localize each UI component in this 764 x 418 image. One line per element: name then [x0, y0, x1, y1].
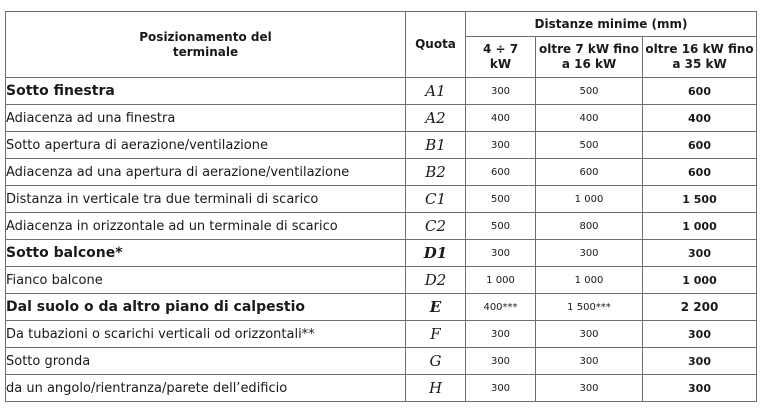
row-value-16-35kw: 300	[643, 348, 757, 375]
row-value-16-35kw: 2 200	[643, 294, 757, 321]
row-label: Distanza in verticale tra due terminali di scarico	[6, 186, 406, 213]
header-quota: Quota	[406, 12, 466, 78]
table-row	[6, 240, 757, 267]
row-value-7-16kw: 500	[536, 78, 643, 105]
distances-table	[5, 11, 757, 402]
table-row	[6, 78, 757, 105]
table-row	[6, 132, 757, 159]
row-label: Da tubazioni o scarichi verticali od orizzontali**	[6, 321, 406, 348]
row-value-16-35kw: 400	[643, 105, 757, 132]
row-label: Adiacenza ad una finestra	[6, 105, 406, 132]
row-value-16-35kw: 600	[643, 78, 757, 105]
row-value-7-16kw: 400	[536, 105, 643, 132]
row-value-16-35kw: 1 000	[643, 267, 757, 294]
row-value-4-7kw: 400***	[466, 294, 536, 321]
row-value-16-35kw: 600	[643, 132, 757, 159]
row-quota: E	[406, 294, 466, 321]
row-value-7-16kw: 1 500***	[536, 294, 643, 321]
row-value-16-35kw: 1 000	[643, 213, 757, 240]
row-quota: F	[406, 321, 466, 348]
row-value-7-16kw: 300	[536, 240, 643, 267]
table-row	[6, 105, 757, 132]
table-row	[6, 213, 757, 240]
table-row	[6, 159, 757, 186]
row-value-16-35kw: 1 500	[643, 186, 757, 213]
row-value-4-7kw: 400	[466, 105, 536, 132]
header-col-7-16kw: oltre 7 kW fino a 16 kW	[536, 37, 643, 78]
row-label: da un angolo/rientranza/parete dell’edificio	[6, 375, 406, 402]
row-quota: C2	[406, 213, 466, 240]
row-value-4-7kw: 300	[466, 78, 536, 105]
row-value-16-35kw: 300	[643, 375, 757, 402]
row-value-7-16kw: 300	[536, 321, 643, 348]
row-quota: H	[406, 375, 466, 402]
row-label: Sotto finestra	[6, 78, 406, 105]
row-quota: G	[406, 348, 466, 375]
row-value-4-7kw: 300	[466, 132, 536, 159]
row-value-4-7kw: 300	[466, 321, 536, 348]
row-value-4-7kw: 1 000	[466, 267, 536, 294]
row-value-4-7kw: 300	[466, 375, 536, 402]
row-quota: A1	[406, 78, 466, 105]
row-value-16-35kw: 300	[643, 240, 757, 267]
row-label: Dal suolo o da altro piano di calpestio	[6, 294, 406, 321]
row-value-7-16kw: 1 000	[536, 186, 643, 213]
row-label: Sotto apertura di aerazione/ventilazione	[6, 132, 406, 159]
row-quota: A2	[406, 105, 466, 132]
row-label: Adiacenza ad una apertura di aerazione/ventilazione	[6, 159, 406, 186]
row-value-4-7kw: 300	[466, 348, 536, 375]
row-quota: D1	[406, 240, 466, 267]
row-label: Adiacenza in orizzontale ad un terminale di scarico	[6, 213, 406, 240]
row-value-16-35kw: 300	[643, 321, 757, 348]
row-value-7-16kw: 1 000	[536, 267, 643, 294]
row-value-7-16kw: 300	[536, 375, 643, 402]
row-value-7-16kw: 300	[536, 348, 643, 375]
header-distances-title: Distanze minime (mm)	[466, 12, 757, 37]
table-row	[6, 375, 757, 402]
table-row	[6, 321, 757, 348]
table-row	[6, 267, 757, 294]
row-value-4-7kw: 500	[466, 186, 536, 213]
table-row	[6, 186, 757, 213]
header-col-4-7kw: 4 ÷ 7 kW	[466, 37, 536, 78]
row-value-16-35kw: 600	[643, 159, 757, 186]
row-value-7-16kw: 500	[536, 132, 643, 159]
table-row	[6, 348, 757, 375]
row-quota: B2	[406, 159, 466, 186]
row-value-7-16kw: 600	[536, 159, 643, 186]
row-label: Fianco balcone	[6, 267, 406, 294]
table-row	[6, 294, 757, 321]
row-value-4-7kw: 300	[466, 240, 536, 267]
header-col-16-35kw: oltre 16 kW fino a 35 kW	[643, 37, 757, 78]
row-value-4-7kw: 500	[466, 213, 536, 240]
row-quota: B1	[406, 132, 466, 159]
row-value-4-7kw: 600	[466, 159, 536, 186]
header-position: Posizionamento del terminale	[6, 12, 406, 78]
row-quota: D2	[406, 267, 466, 294]
row-label: Sotto gronda	[6, 348, 406, 375]
row-quota: C1	[406, 186, 466, 213]
row-label: Sotto balcone*	[6, 240, 406, 267]
row-value-7-16kw: 800	[536, 213, 643, 240]
